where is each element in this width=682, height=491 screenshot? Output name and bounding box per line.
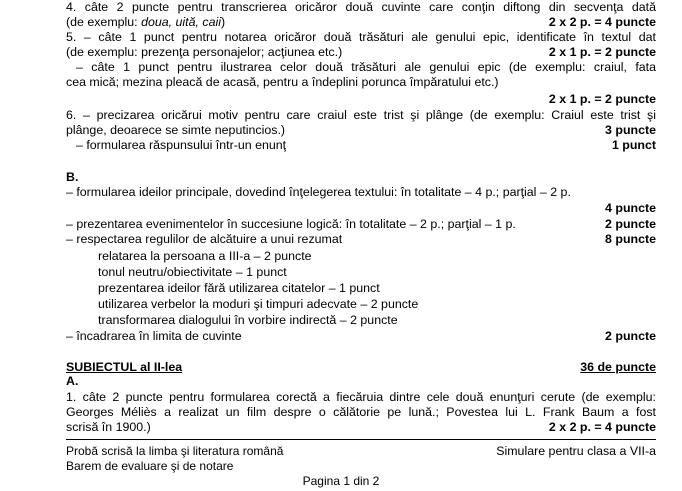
item4-example-words: doua, uită, caii	[141, 15, 221, 29]
subject2-example-end: scrisă în 1900.)	[66, 420, 151, 434]
subject2-header	[66, 360, 656, 375]
subject2-line1: 1. câte 2 puncte pentru formularea corectă a fiecăruia dintre cele două enunţuri cerute (de exemplu:	[66, 390, 656, 404]
section-b-score2: 2 puncte	[605, 217, 656, 231]
item5-line4: cea mică; mezina pleacă de acasă, pentru a îndeplini porunca împăratului etc.)	[66, 75, 499, 89]
bullet-item: tonul neutru/obiectivitate – 1 punct	[98, 265, 598, 280]
section-b-line2	[66, 217, 656, 232]
item5-line1: 5. – câte 1 punct pentru notarea oricăror două trăsături ale genului epic, identificate în textul dat	[66, 30, 656, 44]
section-b-score1: 4 puncte	[605, 201, 656, 215]
item6-criterion: – formularea răspunsului într-un enunţ	[76, 138, 287, 152]
subject2-points: 36 de puncte	[580, 360, 656, 374]
item4-example: (de exemplu: doua, uită, caii)	[66, 15, 226, 29]
section-b-line1: – formularea ideilor principale, dovedind înţelegerea textului: în totalitate – 4 p.; parţial – 2 p.	[66, 185, 571, 199]
bullet-item: utilizarea verbelor la moduri şi timpuri adecvate – 2 puncte	[98, 297, 598, 312]
item5-line2	[66, 45, 656, 60]
subject2-line2: Georges Méliès a realizat un film despre o călătorie pe lună.; Povestea lui L. Frank Baum a fost	[66, 405, 656, 419]
section-b-heading: B.	[66, 170, 79, 184]
subject2-line3	[66, 420, 656, 435]
subject2-score: 2 x 2 p. = 4 puncte	[548, 420, 656, 434]
section-b-criterion4: – încadrarea în limita de cuvinte	[66, 329, 242, 343]
section-b-criterion3: – respectarea regulilor de alcătuire a unui rezumat	[66, 232, 343, 246]
item6-line2	[66, 123, 656, 138]
subject2-title: SUBIECTUL al II-lea	[66, 360, 183, 374]
item5-score1: 2 x 1 p. = 2 puncte	[548, 45, 656, 59]
item6-example: plânge, deoarece se simte neputincios.)	[66, 123, 286, 137]
footer-left-2: Barem de evaluare şi de notare	[66, 459, 234, 473]
footer-left-1: Probă scrisă la limba şi literatura română	[66, 444, 284, 458]
section-b-criterion2: – prezentarea evenimentelor în succesiune logică: în totalitate – 2 p.; parţial – 1 p.	[66, 217, 516, 231]
footer-right: Simulare pentru clasa a VII-a	[496, 444, 656, 458]
item6-line3	[76, 138, 656, 153]
item5-score2: 2 x 1 p. = 2 puncte	[548, 92, 656, 106]
item6-score2: 1 punct	[611, 138, 656, 152]
section-b-line3	[66, 232, 656, 247]
section-b-score4: 2 puncte	[605, 329, 656, 343]
section-b-line4	[66, 329, 656, 344]
item5-line3: – câte 1 punct pentru ilustrarea celor două trăsături ale genului epic (de exemplu: craiul, fata	[76, 60, 656, 74]
bullet-item: transformarea dialogului în vorbire indirectă – 2 puncte	[98, 313, 598, 328]
item4-line2	[66, 15, 656, 30]
bullet-item: relatarea la persoana a III-a – 2 puncte	[98, 249, 598, 264]
item5-example: (de exemplu: prezenţa personajelor; acţiunea etc.)	[66, 45, 343, 59]
item6-line1: 6. – precizarea oricărui motiv pentru care craiul este trist şi plânge (de exemplu: Craiul este trist şi	[66, 108, 656, 122]
item4-line1: 4. câte 2 puncte pentru transcrierea oricăror două cuvinte care conţin diftong din secvenţa dată	[66, 0, 656, 14]
footer-divider	[66, 439, 656, 440]
page-number: Pagina 1 din 2	[302, 474, 380, 488]
item6-score1: 3 puncte	[605, 123, 656, 137]
item4-score: 2 x 2 p. = 4 puncte	[548, 15, 656, 29]
subject2-heading: A.	[66, 374, 79, 388]
bullet-item: prezentarea ideilor fără utilizarea citatelor – 1 punct	[98, 281, 598, 296]
section-b-score3: 8 puncte	[605, 232, 656, 246]
